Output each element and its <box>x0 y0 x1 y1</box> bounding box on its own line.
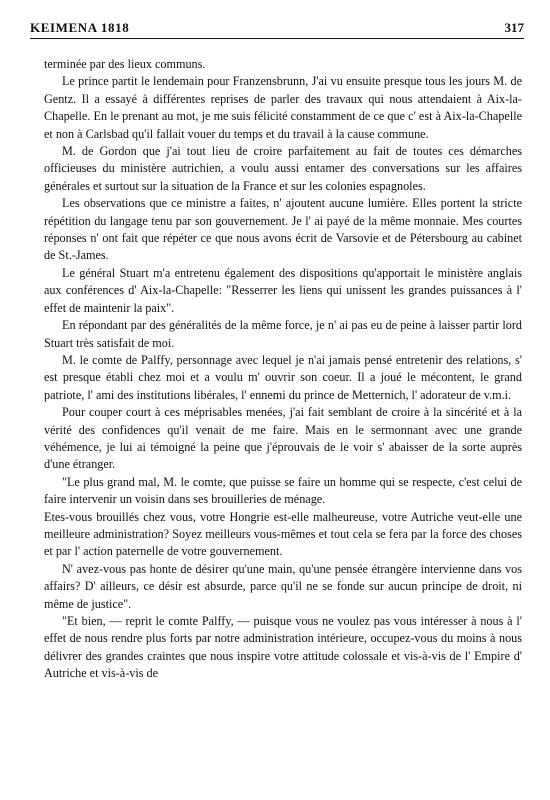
paragraph: M. le comte de Palffy, personnage avec lequel je n'ai jamais pensé entretenir des relations, s' est presque établi chez moi et a voulu m' ouvrir son coeur. Il a joué le mécontent, le grand patriote, l' ami des institutions libérales, l' ennemi du prince de Metternich, l' adorateur de v.m.i. <box>44 352 522 402</box>
running-head: KEIMENA 1818 <box>30 20 130 35</box>
paragraph: Les observations que ce ministre a faites, n' ajoutent aucune lumière. Elles portent la stricte répétition du langage tenu par son gouvernement. Je l' ai payé de la même monnaie. Mes courtes réponses n' ont fait que répéter ce que nous avons écrit de Varsovie et de Pétersbourg au cabinet de St.-James. <box>44 196 522 263</box>
paragraph: Le prince partit le lendemain pour Franzensbrunn, J'ai vu ensuite presque tous les jours M. de Gentz. Il a essayé à différentes reprises de parler des travaux qui nous attendaient à Aix-la-Chapelle. En le prenant au mot, je me suis félicité constamment de ce que c' est à Aix-la-Chapelle et non à Carlsbad qu'il fallait vouer du temps et du travail à la cause commune. <box>44 74 522 141</box>
paragraph: M. de Gordon que j'ai tout lieu de croire parfaitement au fait de toutes ces démarches officieuses du ministère autrichien, a voulu aussi entamer des conversations sur les affaires générales et surtout sur la situation de la France et sur les colonies espagnoles. <box>44 144 522 193</box>
paragraph: Le général Stuart m'a entretenu également des dispositions qu'apportait le ministère anglais aux conférences d' Aix-la-Chapelle: "Resserrer les liens qui unissent les grandes puissances à l' effet de maintenir la paix". <box>44 265 522 315</box>
paragraph: En répondant par des généralités de la même force, je n' ai pas eu de peine à laisser partir lord Stuart très satisfait de moi. <box>44 318 522 350</box>
page-header <box>30 12 524 39</box>
paragraph: terminée par des lieux communs. <box>44 57 206 71</box>
paragraph: N' avez-vous pas honte de désirer qu'une main, qu'une pensée étrangère intervienne dans vos affairs? D' ailleurs, ce désir est absurde, parce qu'il ne se fonde sur aucun principe de droit, ni même de justice". <box>44 561 522 611</box>
body-text <box>44 56 522 683</box>
page-number: 317 <box>504 20 524 35</box>
paragraph: Pour couper court à ces méprisables menées, j'ai fait semblant de croire à la sincérité et à la vérité des confidences qu'il venait de me faire. Mais en le sermonnant avec une grande véhémence, je lui ai témoigné la peine que j'éprouvais de le voir s' abaisser de la sorte auprès d'une étranger. <box>44 405 522 472</box>
paragraph: "Et bien, — reprit le comte Palffy, — puisque vous ne voulez pas vous intéresser à nous à l' effet de nous rendre plus forts par notre administration intérieure, occupez-vous du moins à nous délivrer des grandes craintes que nous inspire votre attitude colossale et vis-à-vis de l' Empire d' Autriche et vis-à-vis de <box>44 614 522 681</box>
paragraph: Etes-vous brouillés chez vous, votre Hongrie est-elle malheureuse, votre Autriche veut-elle une meilleure administration? Soyez meilleurs vous-mêmes et tout cela se fera par la force des choses et par l' action paternelle de votre gouvernement. <box>44 509 522 559</box>
paragraph: "Le plus grand mal, M. le comte, que puisse se faire un homme qui se respecte, c'est celui de faire intervenir un voisin dans ses brouilleries de ménage. <box>44 474 522 507</box>
